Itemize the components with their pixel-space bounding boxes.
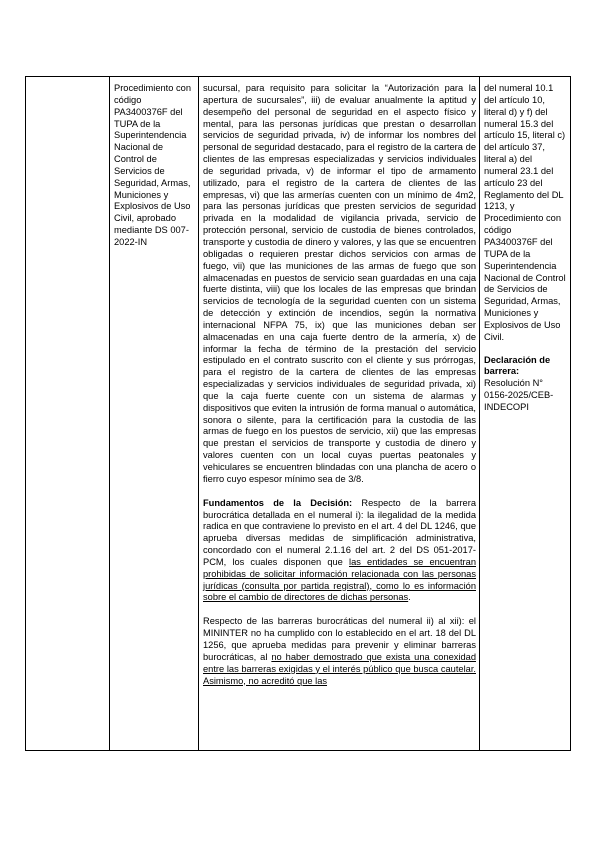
procedure-cell [110, 77, 199, 751]
decision-grounds-text: Respecto de la barrera burocrática detallada en el numeral i): la ilegalidad de la medida radica en que contraviene lo previsto en el art. 4 del DL 1246, que aprueba diversas medidas de simplificación administrativa, concordado con el numeral 2.1.16 del art. 2 del DS 051-2017-PCM, los cuales disponen que [203, 497, 476, 567]
legal-basis-text: del numeral 10.1 del artículo 10, literal d) y f) del numeral 15.3 del artículo 15, literal c) del artículo 37, literal a) del numeral 23.1 del artículo 23 del Reglamento del DL 1213, y Procedimiento con código PA3400376F del TUPA de la Superintendencia Nacional de Control de Servicios de Seguridad, Armas, Municiones y Explosivos de Uso Civil. [484, 83, 566, 342]
barrier-declaration-heading: Declaración de barrera: [484, 354, 551, 377]
decision-grounds-end: . [408, 592, 411, 603]
barriers-ii-xii-text: Respecto de las barreras burocráticas del numeral ii) al xii): el MININTER no ha cumplido con lo establecido en el art. 18 del DL 1256, que aprueba medidas para prevenir y eliminar barreras burocráticas, al [203, 616, 476, 662]
description-cell [199, 77, 480, 751]
barrier-table [25, 76, 571, 751]
resolution-number: Resolución N° 0156-2025/CEB-INDECOPI [484, 378, 554, 412]
table-cell-empty [26, 77, 110, 751]
legal-basis-cell [480, 77, 571, 751]
decision-grounds-paragraph [203, 498, 476, 605]
table-row [26, 77, 571, 751]
decision-grounds-heading: Fundamentos de la Decisión: [203, 497, 353, 508]
barriers-ii-xii-underlined: no haber demostrado que exista una conexidad entre las barreras exigidas y el interés público que busca cautelar. Asimismo, no acreditó que las [203, 651, 477, 686]
barrier-list-paragraph: sucursal, para requisito para solicitar la “Autorización para la apertura de sucursales”, iii) de evaluar anualmente la aptitud y desempeño del personal de seguridad en el aspecto físico y mental, para las personas jurídicas que prestan o desarrollan servicios de seguridad privada, iv) de informar los nombres del personal de seguridad destacado, para el registro de la cartera de clientes de las empresas especializadas y servicios individuales de seguridad privada, v) de informar el tipo de armamento utilizado, para el registro de la cartera de clientes de las empresas, vi) que las armerías cuenten con un mínimo de 4m2, para las personas jurídicas que presten servicios de seguridad privada en la modalidad de vigilancia privada, servicio de protección personal, servicio de custodia de bienes controlados, transporte y custodia de dinero y valores, y las que se encuentren obligadas o requieren prestar dichos servicios con armas de fuego, vii) que las municiones de las armas de fuego que son almacenadas en puestos de servicio sean guardadas en una caja fuerte distinta, viii) que los locales de las empresas que brindan servicios de tecnología de la seguridad cuenten con un sistema de detección y extinción de incendios, según la normativa internacional NFPA 75, ix) que las municiones deban ser almacenadas en una caja fuerte dentro de la armería, x) de informar la fecha de término de la prestación del servicio estipulado en el contrato suscrito con el cliente y sus prórrogas, para el registro de la cartera de clientes de las empresas especializadas y servicios individuales de seguridad privada, xi) que la caja fuerte cuente con un sistema de alarmas y dispositivos que eviten la intrusión de forma manual o automática, sonora o silente, para la certificación para la custodia de las armas de fuego en los puestos de servicio, xii) que las empresas que prestan el servicios de transporte y custodia de dinero y valores cuenten con un local cuyas puertas peatonales y vehiculares se encuentren blindadas con una plancha de acero o fierro cuyo espesor mínimo sea de 3/8. [203, 83, 476, 484]
decision-grounds-underlined: las entidades se encuentran prohibidas de solicitar información relacionada con las personas jurídicas (consulta por partida registral), como lo es información sobre el cambio de directores de dichas personas [203, 556, 476, 603]
barriers-ii-xii-paragraph [203, 616, 476, 687]
procedure-text: Procedimiento con código PA3400376F del TUPA de la Superintendencia Nacional de Control de Servicios de Seguridad, Armas, Municiones y Explosivos de Uso Civil, aprobado mediante DS 007-2022-IN [114, 83, 191, 247]
